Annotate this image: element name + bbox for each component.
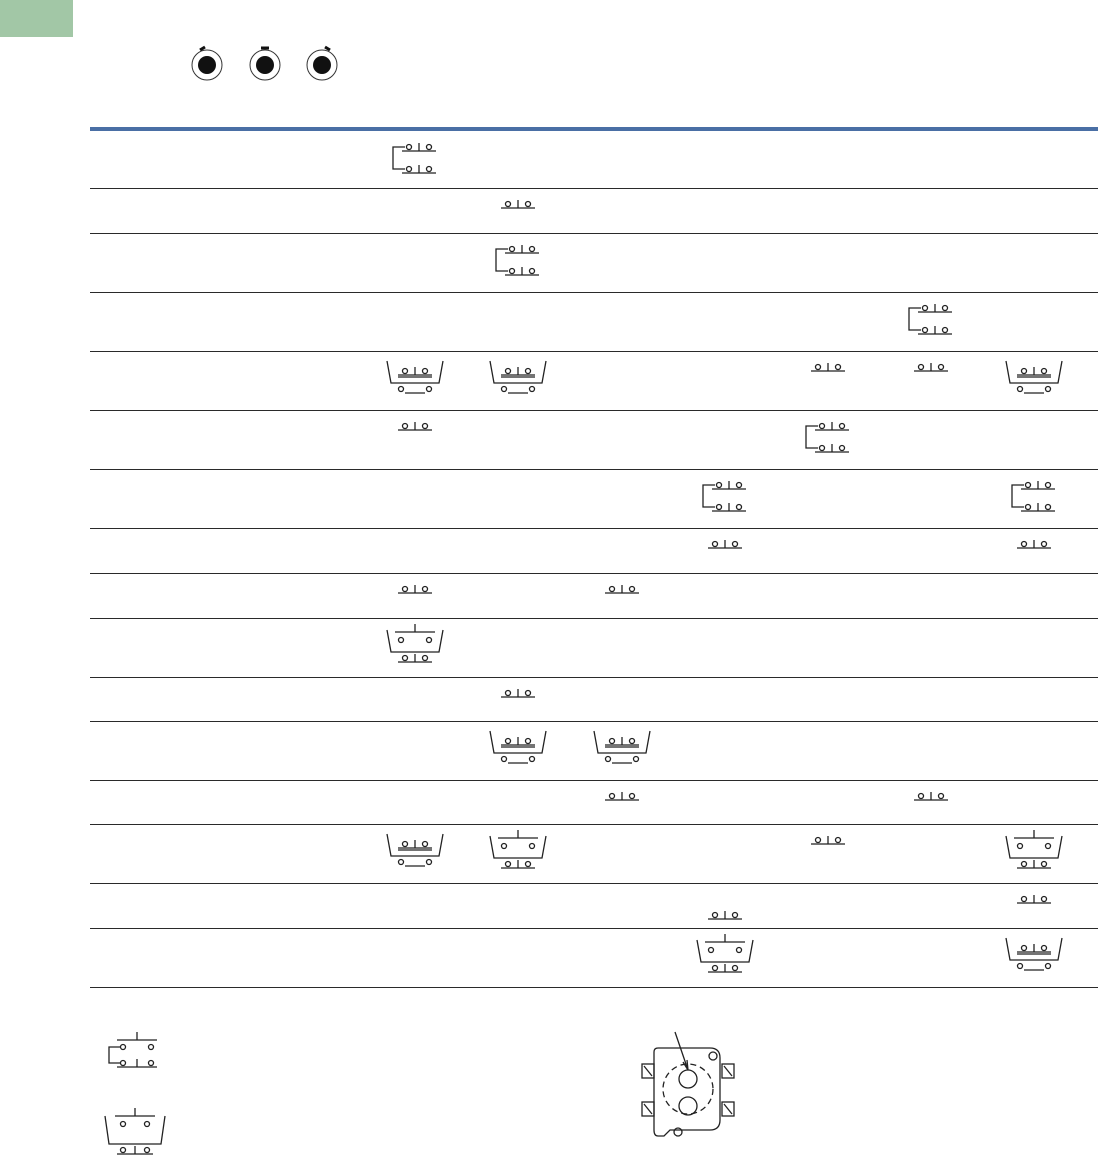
row-separator bbox=[90, 883, 1098, 884]
switch-symbol-double bbox=[582, 725, 662, 781]
rotary-knob-icon bbox=[307, 47, 337, 80]
switch-symbol-no bbox=[891, 355, 971, 411]
switch-symbol-no bbox=[478, 192, 558, 248]
switch-symbol-double bbox=[994, 932, 1074, 988]
row-separator bbox=[90, 618, 1098, 619]
row-separator bbox=[90, 780, 1098, 781]
row-separator bbox=[90, 573, 1098, 574]
row-separator bbox=[90, 721, 1098, 722]
switch-symbol-no bbox=[994, 532, 1074, 588]
switch-symbol-no-low bbox=[685, 887, 765, 943]
row-separator bbox=[90, 469, 1098, 470]
row-separator bbox=[90, 410, 1098, 411]
switch-symbol-pair bbox=[994, 473, 1074, 529]
switch-symbol-nc-pair bbox=[685, 932, 765, 988]
switch-symbol-no bbox=[891, 784, 971, 840]
section-tab bbox=[0, 0, 73, 37]
switch-symbol-no bbox=[582, 577, 662, 633]
switch-mounting-plate-diagram bbox=[630, 1030, 745, 1142]
switch-symbol-nc-pair bbox=[994, 828, 1074, 884]
row-separator bbox=[90, 677, 1098, 678]
switch-symbol-no bbox=[375, 577, 455, 633]
switch-symbol-pair bbox=[375, 135, 455, 191]
switch-symbol-pair bbox=[891, 296, 971, 352]
switch-symbol-pair bbox=[788, 414, 868, 470]
row-separator bbox=[90, 188, 1098, 189]
table-top-rule bbox=[90, 127, 1098, 131]
switch-symbol-double bbox=[375, 828, 455, 884]
switch-symbol-double bbox=[478, 355, 558, 411]
switch-symbol-no bbox=[788, 355, 868, 411]
row-separator bbox=[90, 351, 1098, 352]
row-separator bbox=[90, 233, 1098, 234]
switch-symbol-no bbox=[582, 784, 662, 840]
row-separator bbox=[90, 528, 1098, 529]
switch-symbol-no bbox=[375, 414, 455, 470]
bracket-pair-symbol bbox=[109, 1032, 157, 1067]
rotary-knob-icon bbox=[250, 48, 280, 80]
switch-symbol-no bbox=[788, 828, 868, 884]
switch-symbol-double bbox=[478, 725, 558, 781]
switch-symbol-double bbox=[994, 355, 1074, 411]
rotary-knob-icon bbox=[192, 47, 222, 80]
switch-symbol-nc-pair bbox=[375, 622, 455, 678]
row-separator bbox=[90, 824, 1098, 825]
knob-icons bbox=[185, 40, 355, 90]
switch-symbol-nc-pair bbox=[478, 828, 558, 884]
switch-symbol-pair bbox=[478, 237, 558, 293]
row-separator bbox=[90, 292, 1098, 293]
switch-symbol-no bbox=[478, 681, 558, 737]
switch-symbol-no bbox=[994, 887, 1074, 943]
row-separator bbox=[90, 987, 1098, 988]
switch-symbol-double bbox=[375, 355, 455, 411]
switch-symbol-pair bbox=[685, 473, 765, 529]
switch-symbol-no bbox=[685, 532, 765, 588]
double-break-symbol bbox=[105, 1108, 165, 1154]
legend-symbols bbox=[95, 1020, 175, 1156]
row-separator bbox=[90, 928, 1098, 929]
